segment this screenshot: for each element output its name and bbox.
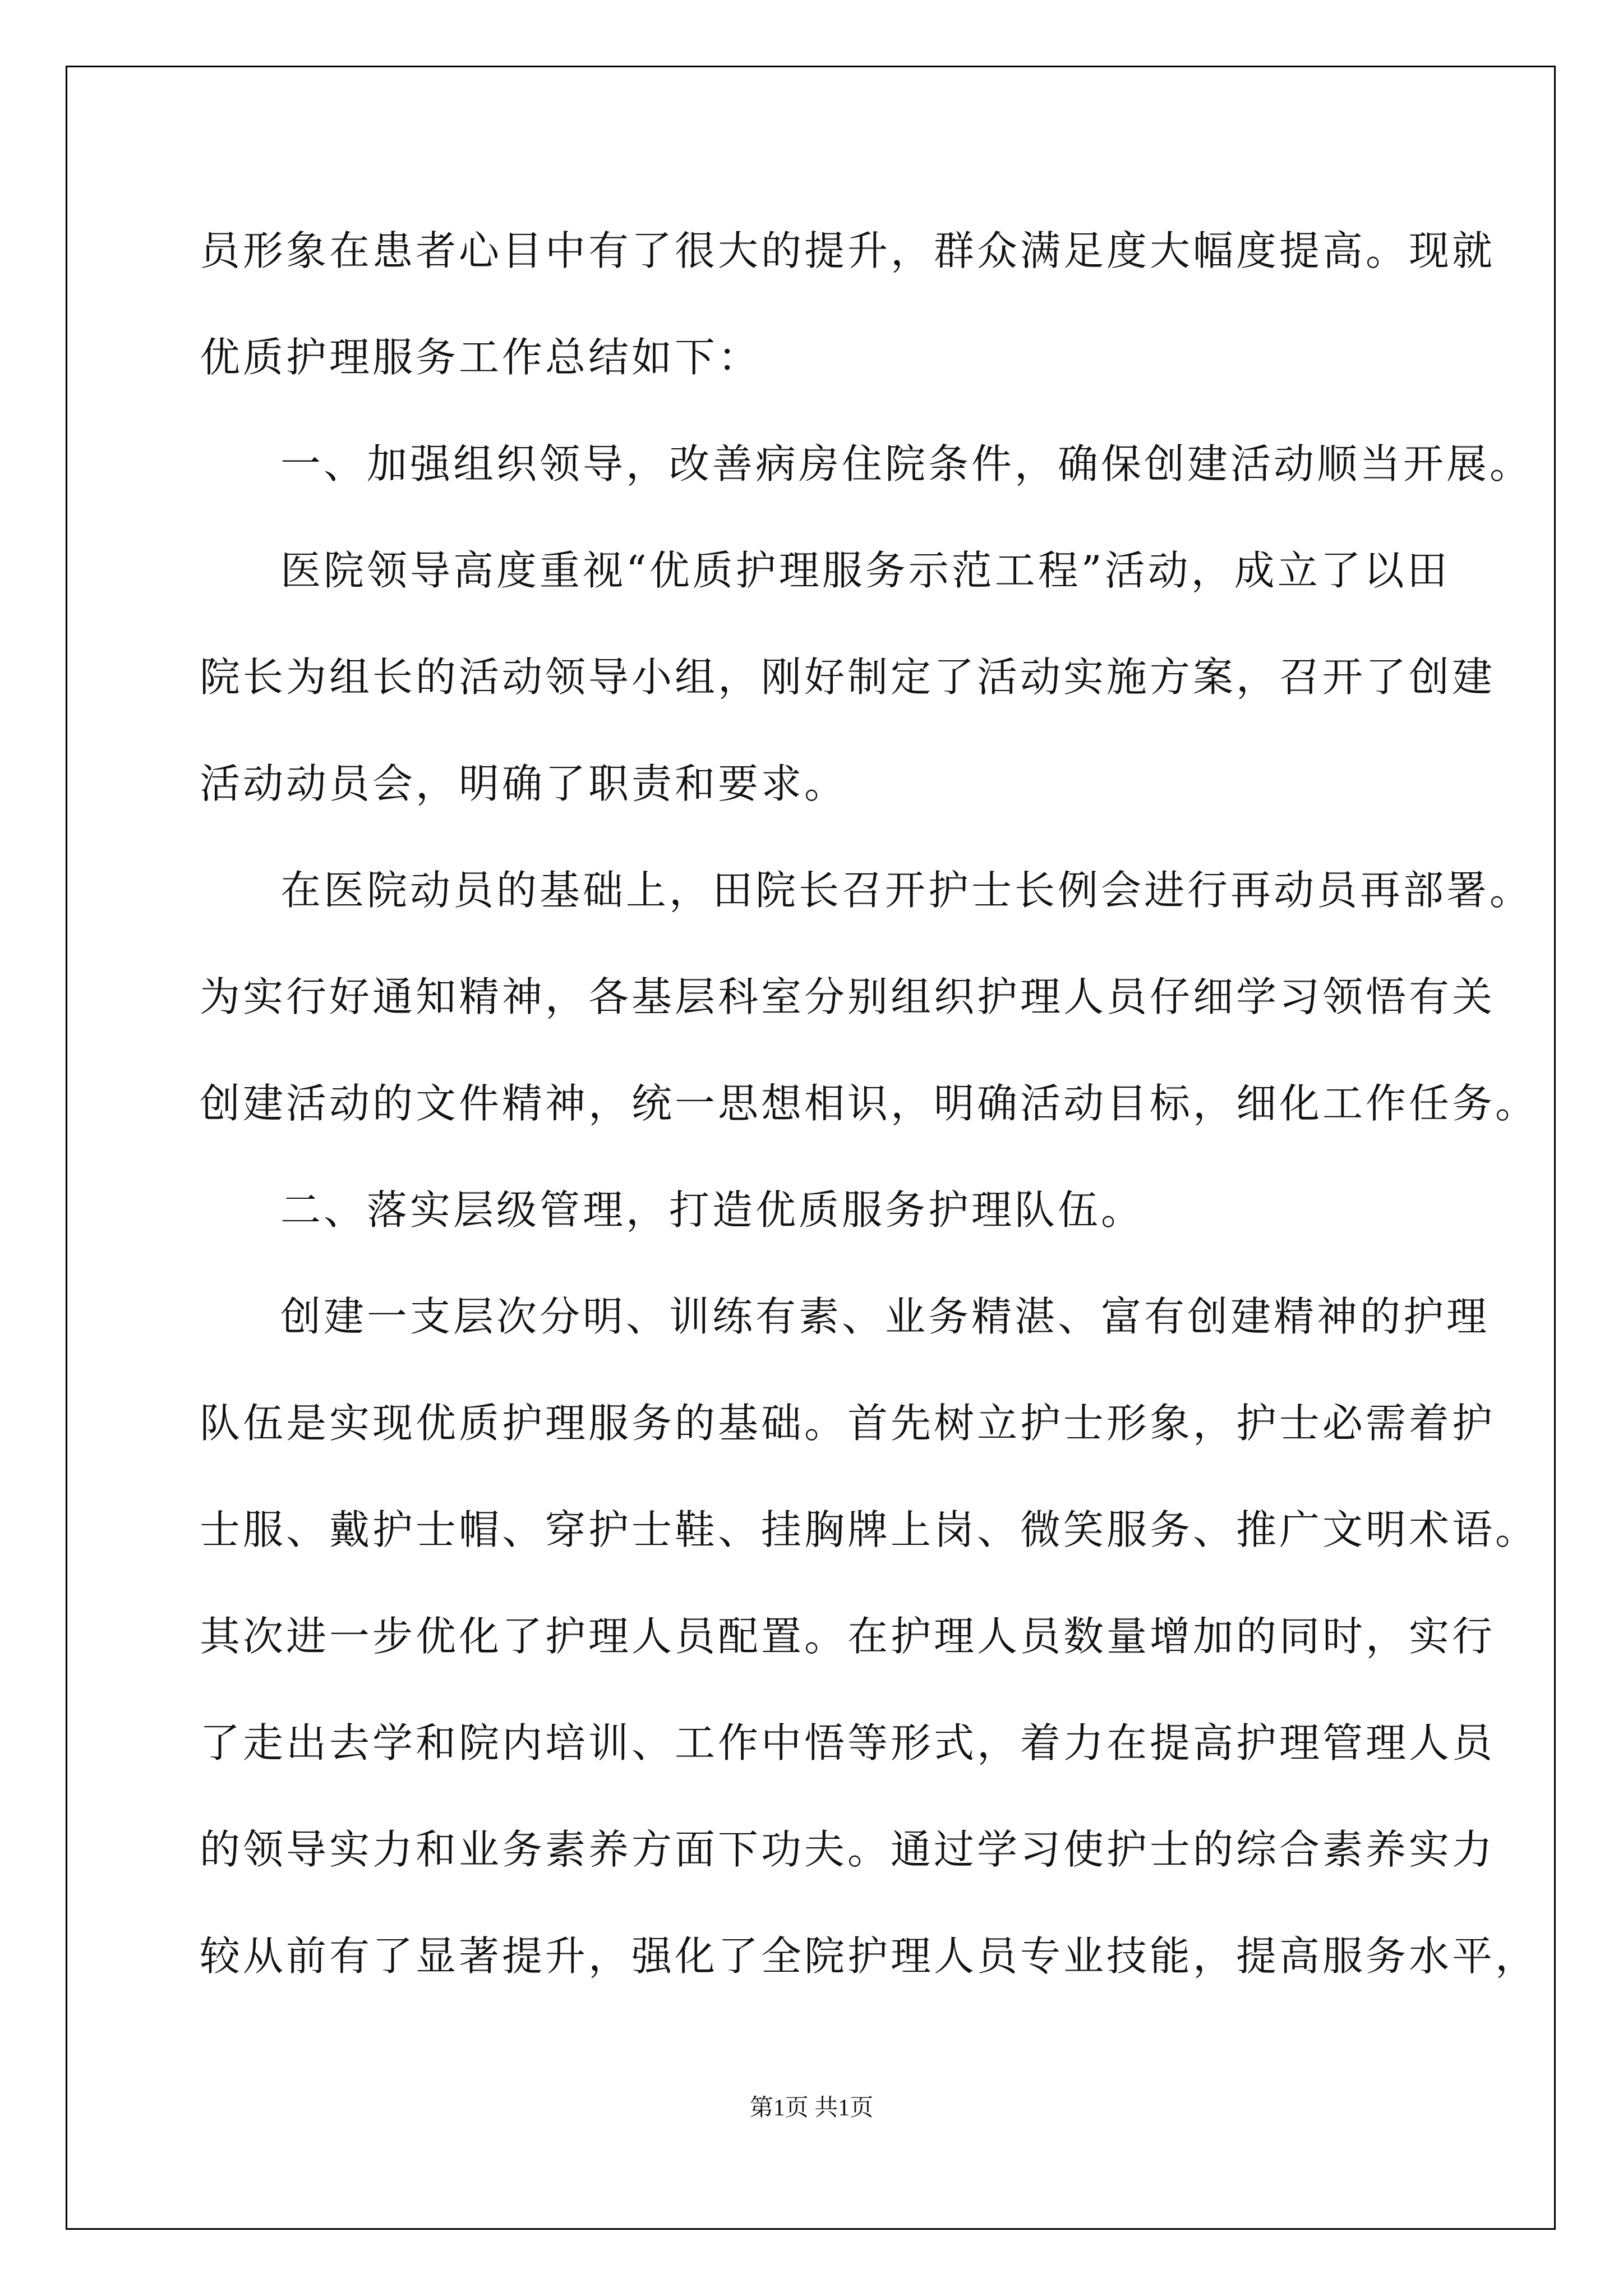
text-line: 队伍是实现优质护理服务的基础。首先树立护士形象，护士必需着护 [200, 1400, 1496, 1447]
paragraph-heading: 二、落实层级管理，打造优质服务护理队伍。 [280, 1186, 1145, 1234]
text-line: 为实行好通知精神，各基层科室分别组织护理人员仔细学习领悟有关 [200, 973, 1496, 1020]
text-line: 创建一支层次分明、训练有素、业务精湛、富有创建精神的护理 [280, 1293, 1490, 1340]
text-line: 了走出去学和院内培训、工作中悟等形式，着力在提高护理管理人员 [200, 1719, 1496, 1766]
paragraph-heading: 一、加强组织领导，改善病房住院条件，确保创建活动顺当开展。 [280, 440, 1533, 487]
text-line: 在医院动员的基础上，田院长召开护士长例会进行再动员再部署。 [280, 867, 1533, 914]
page-border [66, 66, 1556, 2230]
text-line: 活动动员会，明确了职责和要求。 [200, 760, 848, 807]
page-footer: 第1页 共1页 [749, 2095, 874, 2121]
text-line: 士服、戴护士帽、穿护士鞋、挂胸牌上岗、微笑服务、推广文明术语。 [200, 1506, 1539, 1553]
text-line: 院长为组长的活动领导小组，刚好制定了活动实施方案，召开了创建 [200, 654, 1496, 701]
text-line: 创建活动的文件精神，统一思想相识，明确活动目标，细化工作任务。 [200, 1080, 1539, 1127]
text-line: 的领导实力和业务素养方面下功夫。通过学习使护士的综合素养实力 [200, 1826, 1496, 1873]
text-line: 其次进一步优化了护理人员配置。在护理人员数量增加的同时，实行 [200, 1613, 1496, 1660]
text-line: 优质护理服务工作总结如下： [200, 334, 762, 381]
text-line: 较从前有了显著提升，强化了全院护理人员专业技能，提高服务水平， [200, 1932, 1539, 1980]
text-line: 员形象在患者心目中有了很大的提升，群众满足度大幅度提高。现就 [200, 227, 1496, 274]
text-line: 医院领导高度重视“优质护理服务示范工程”活动，成立了以田 [280, 547, 1450, 594]
